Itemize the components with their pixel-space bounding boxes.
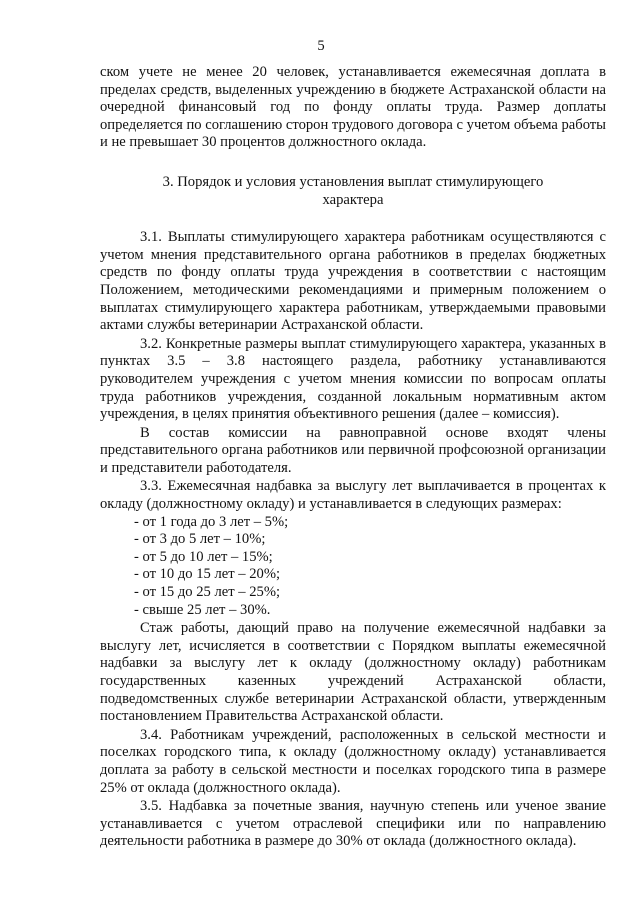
paragraph-3-4: 3.4. Работникам учреждений, расположенных в сельской местности и поселках городского типа, к окладу (должностному окладу) устанавливается доплата за работу в сельской местности и поселках городского типа в размере 25% от оклада (должностного оклада). — [100, 726, 606, 796]
paragraph-stazh: Стаж работы, дающий право на получение ежемесячной надбавки за выслугу лет, исчисляется в соответствии с Порядком выплаты ежемесячной надбавки за выслугу лет к окладу (должностному окладу) работникам государственных казенных учреждений Астраханской области, подведомственных службе ветеринарии Астраханской области, утвержденным постановлением Правительства Астраханской области. — [100, 620, 606, 725]
intro-paragraph: ском учете не менее 20 человек, устанавливается ежемесячная доплата в пределах средств, выделенных учреждению в бюджете Астраханской области на очередной финансовый год по фонду оплаты труда. Размер доплаты определяется по соглашению сторон трудового договора с учетом объема работы и не превышает 30 процентов должностного оклада. — [100, 64, 606, 151]
list-item: - от 15 до 25 лет – 25%; — [134, 584, 281, 601]
section-title — [100, 174, 606, 209]
list-item: - от 5 до 10 лет – 15%; — [134, 548, 273, 565]
seniority-list — [100, 514, 606, 620]
page-number: 5 — [317, 38, 325, 54]
list-item: - от 3 до 5 лет – 10%; — [134, 531, 266, 548]
section-title-line-2: характера — [322, 191, 384, 208]
paragraph-3-5: 3.5. Надбавка за почетные звания, научную степень или ученое звание устанавливается с учетом отраслевой специфики или по направлению деятельности работника в размере до 30% от оклада (должностного оклада). — [100, 798, 606, 850]
paragraph-3-2: 3.2. Конкретные размеры выплат стимулирующего характера, указанных в пунктах 3.5 – 3.8 настоящего раздела, работнику устанавливаются руководителем учреждения с учетом мнения комиссии по вопросам оплаты труда работников учреждения, созданной локальным нормативным актом учреждения, в целях принятия объективного решения (далее – комиссия). — [100, 335, 606, 423]
paragraph-commission: В состав комиссии на равноправной основе входят члены представительного органа работников или первичной профсоюзной организации и представители работодателя. — [100, 424, 606, 476]
paragraph-3-3: 3.3. Ежемесячная надбавка за выслугу лет выплачивается в процентах к окладу (должностному окладу) и устанавливается в следующих размерах: — [100, 478, 606, 513]
paragraph-3-1: 3.1. Выплаты стимулирующего характера работникам осуществляются с учетом мнения представительного органа работников в пределах бюджетных средств по фонду оплаты труда учреждения в соответствии с настоящим Положением, методическими рекомендациями и примерным положением о выплатах стимулирующего характера работникам, утверждаемыми правовыми актами службы ветеринарии Астраханской области. — [100, 229, 606, 334]
list-item: - от 10 до 15 лет – 20%; — [134, 566, 281, 583]
section-title-line-1: 3. Порядок и условия установления выплат стимулирующего — [162, 173, 544, 190]
list-item: - свыше 25 лет – 30%. — [134, 601, 271, 618]
list-item: - от 1 года до 3 лет – 5%; — [134, 513, 289, 530]
